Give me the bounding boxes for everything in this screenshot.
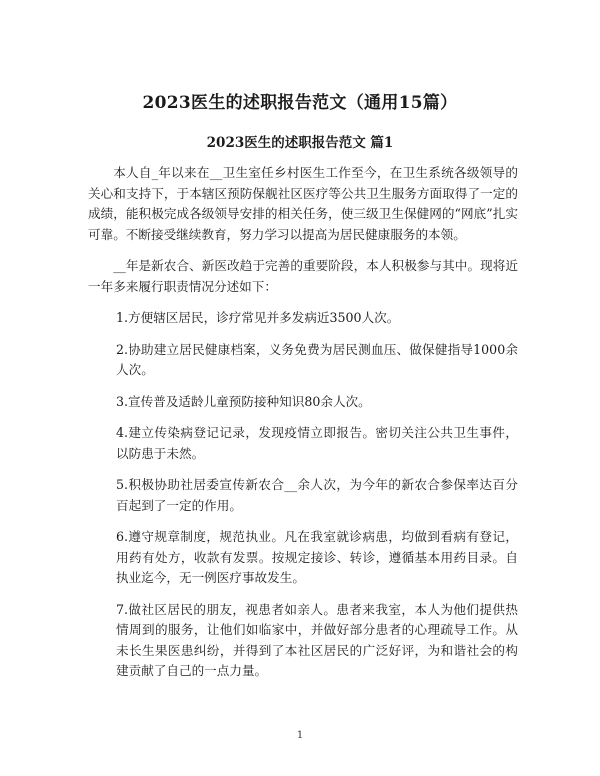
list-item: 6.遵守规章制度，规范执业。凡在我室就诊病患，均做到看病有登记，用药有处方，收款有发票。按规定接诊、转诊，遵循基本用药目录。自执业迄今，无一例医疗事故发生。 [116,529,518,585]
document-title: 2023医生的述职报告范文（通用15篇） [142,93,458,113]
list-item: 7.做社区居民的朋友，视患者如亲人。患者来我室，本人为他们提供热情周到的服务，让他们如临家中，并做好部分患者的心理疏导工作。从未长生果医患纠纷，并得到了本社区居民的广泛好评，为和谐社会的构建贡献了自己的一点力量。 [116,601,518,678]
list-item: 3.宣传普及适龄儿童预防接种知识80余人次。 [116,393,371,409]
intro-paragraph: 本人自_年以来在__卫生室任乡村医生工作至今，在卫生系统各级领导的关心和支持下，于本辖区预防保舰社区医疗等公共卫生服务方面取得了一定的成绩，能积极完成各级领导安排的相关任务，使三级卫生保健网的“网底”扎实可靠。不断接受继续教育，努力学习以提高为居民健康服务的本领。 [88,165,518,242]
list-item: 1.方便辖区居民，诊疗常见并多发病近3500人次。 [116,310,400,325]
list-item: 5.积极协助社居委宣传新农合__余人次，为今年的新农合参保率达百分百起到了一定的作用。 [116,477,518,513]
list-item: 4.建立传染病登记记录，发现疫情立即报告。密切关注公共卫生事件，以防患于未然。 [116,425,518,461]
page-number: 1 [296,730,304,741]
document-body [88,163,518,693]
section-title: 2023医生的述职报告范文 篇1 [206,135,394,151]
list-item: 2.协助建立居民健康档案，义务免费为居民测血压、做保健指导1000余人次。 [116,341,518,377]
summary-paragraph: __年是新农合、新医改趋于完善的重要阶段，本人积极参与其中。现将近一年多来履行职责情况分述如下： [88,258,518,294]
